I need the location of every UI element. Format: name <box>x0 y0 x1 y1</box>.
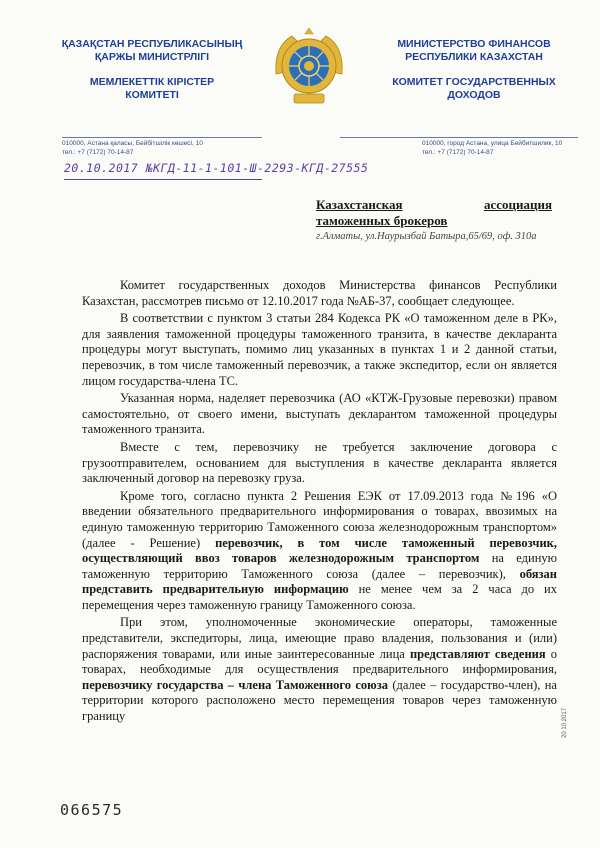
p5-bold-obligation: обязан представить предварительную информацию <box>82 566 557 597</box>
recipient-name-rest: таможенных брокеров <box>316 213 448 228</box>
issuer-russian-header <box>374 38 574 102</box>
paragraph-1: Комитет государственных доходов Министерства финансов Республики Казахстан, рассмотрев письмо от 12.10.2017 года №АБ-37, сообщает следующее. <box>82 278 557 308</box>
paragraph-6 <box>82 615 557 724</box>
p5-bold-carrier: перевозчик, в том числе таможенный перевозчик, осуществляющий ввоз товаров железнодорожным транспортом <box>82 535 557 566</box>
issuer-address-ru <box>422 140 562 157</box>
recipient-address: г.Алматы, ул.Наурызбай Батыра,65/69, оф. 310а <box>316 231 537 242</box>
registration-number: 20.10.2017 №КГД-11-1-101-Ш-2293-КГД-27555 <box>64 161 369 175</box>
recipient-name-word1: Казахстанская <box>316 197 403 212</box>
issuer-kazakh-header <box>52 38 252 102</box>
ru-ministry-line1: МИНИСТЕРСТВО ФИНАНСОВ <box>397 38 551 50</box>
p5-text-c: на единую таможенную территорию Таможенного союза (далее – перевозчик), <box>82 551 558 581</box>
header-divider-left <box>62 137 262 138</box>
kz-ministry-line2: ҚАРЖЫ МИНИСТРЛІГІ <box>94 51 210 63</box>
registration-underline <box>64 179 262 180</box>
form-serial-number: 066575 <box>60 801 124 819</box>
p6-bold-provide: представляют сведения <box>409 646 546 661</box>
paragraph-3: Указанная норма, наделяет перевозчика (АО «КТЖ-Грузовые перевозки) правом самостоятельно, от своего имени, выступать декларантом таможенной процедуры таможенного транзита. <box>82 391 557 437</box>
state-emblem-icon <box>272 28 346 108</box>
p6-text-a: При этом, уполномоченные экономические операторы, таможенные представители, экспедиторы, лица, имеющие право владения, пользования и (или) распоряжения товарами, или иные заинтересованные лица <box>82 615 557 661</box>
kz-phone: тел.: +7 (7172) 70-14-87 <box>62 148 134 156</box>
p5-text-a: Кроме того, согласно пункта 2 Решения ЕЭК от 17.09.2013 года №196 «О введении обязательного предварительного информирования о товарах, ввозимых на единую таможенную территорию Таможенного союза железнодорожным транспортом» (далее - Решение) <box>82 488 557 550</box>
kz-committee-line1: МЕМЛЕКЕТТІК КІРІСТЕР <box>89 76 215 88</box>
ru-ministry-line2: РЕСПУБЛИКИ КАЗАХСТАН <box>405 51 543 63</box>
header-divider-right <box>340 137 578 138</box>
p6-text-e: (далее – государство-член), на территории которого расположено место перемещения товаров через таможенную границу <box>82 677 557 724</box>
kz-street: 010000, Астана қаласы, Бейбітшілік көшесі, 10 <box>62 140 203 147</box>
issuer-address-kz <box>62 140 203 157</box>
kz-ministry-line1: ҚАЗАҚСТАН РЕСПУБЛИКАСЫНЫҢ <box>61 38 243 50</box>
recipient-block <box>316 197 552 244</box>
recipient-name-line1 <box>316 197 552 213</box>
recipient-name-word2: ассоциация <box>483 197 552 212</box>
kz-committee-line2: КОМИТЕТІ <box>125 89 179 101</box>
paragraph-4: Вместе с тем, перевозчику не требуется заключение договора с грузоотправителем, основанием для выступления в качестве декларанта является заключенный договор на перевозку груза. <box>82 439 557 486</box>
ru-committee-line2: ДОХОДОВ <box>447 89 501 101</box>
ru-phone: тел.: +7 (7172) 70-14-87 <box>422 148 494 156</box>
ru-street: 010000, город Астана, улица Бейбитшилик, 10 <box>422 140 563 147</box>
ru-committee-line1: КОМИТЕТ ГОСУДАРСТВЕННЫХ <box>392 76 556 88</box>
p6-text-c: о товарах, необходимые для осуществления предварительного информирования, <box>82 646 558 677</box>
paragraph-2: В соответствии с пунктом 3 статьи 284 Кодекса РК «О таможенном деле в РК», для заявления таможенной процедуры таможенного транзита, в качестве декларанта процедуры могут выступать, помимо лиц указанных в пунктах 1 и 2 данной статьи, перевозчик, в том числе таможенный перевозчик, а также экспедитор, если он является лицом государства-члена ТС. <box>82 311 557 388</box>
p6-bold-carrier-state: перевозчику государства – члена Таможенного союза <box>82 677 388 692</box>
recipient-name-line2 <box>316 213 552 229</box>
side-date-stamp <box>560 680 576 740</box>
p5-text-e: не менее чем за 2 часа до их перемещения через таможенную границу Таможенного союза. <box>82 582 557 612</box>
letter-body <box>82 278 557 727</box>
paragraph-5 <box>82 489 557 614</box>
side-stamp-text: 20 10 2017 <box>562 707 568 738</box>
